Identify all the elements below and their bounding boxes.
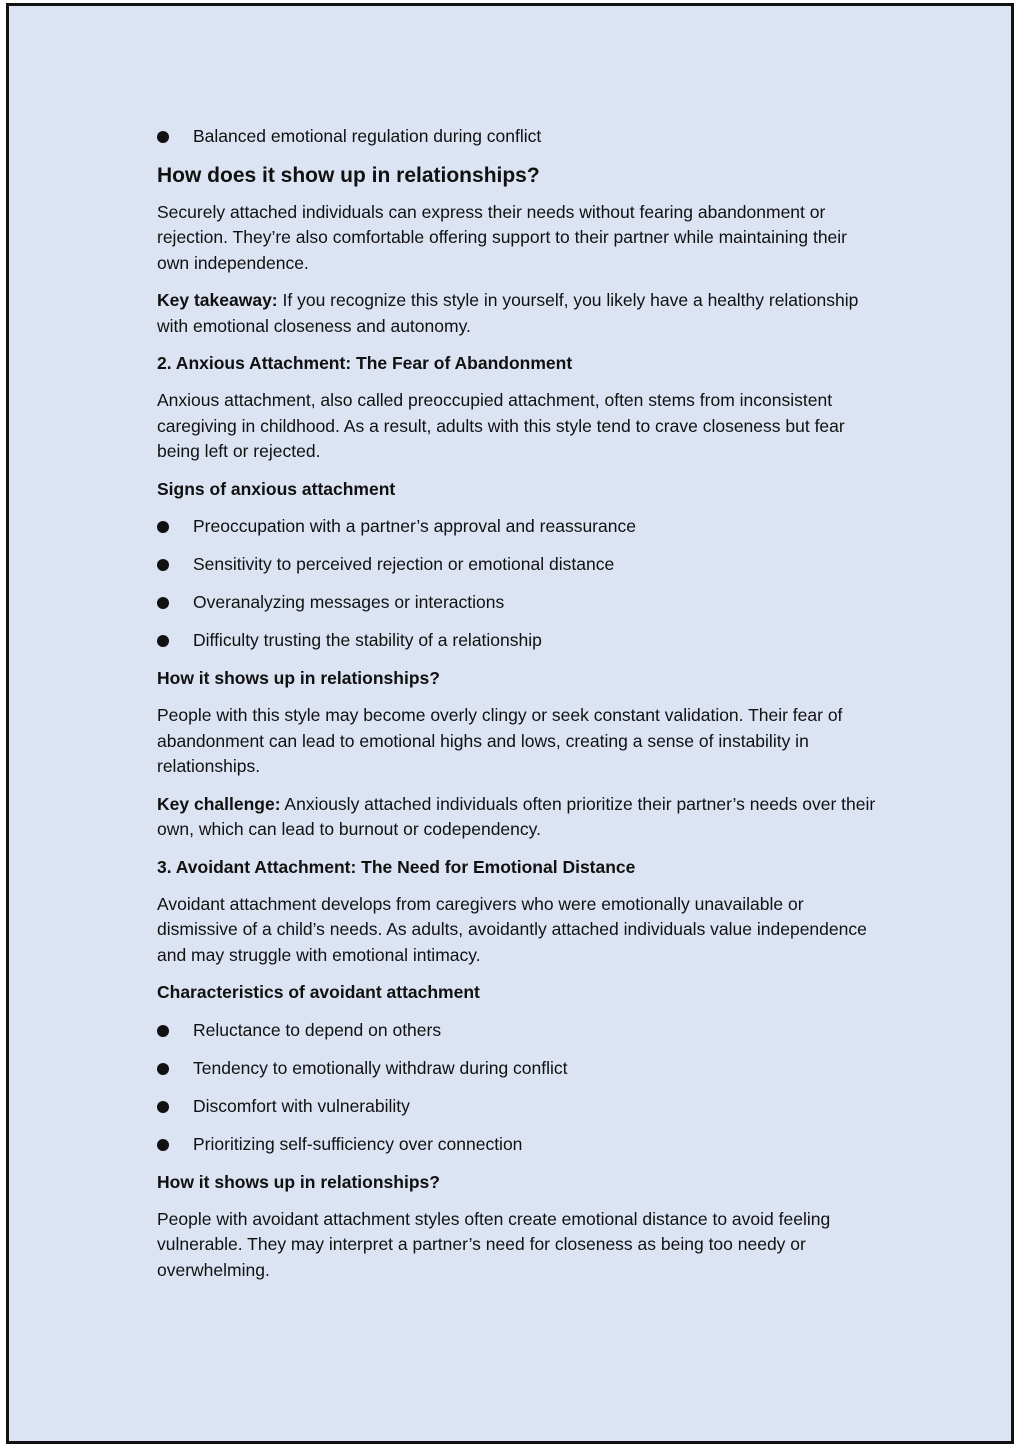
list-item-text: Overanalyzing messages or interactions [193,592,505,613]
avoidant-relationships-heading: How it shows up in relationships? [157,1171,440,1192]
bullet-icon [157,131,169,143]
list-item-text: Preoccupation with a partner’s approval and reassurance [193,516,636,537]
list-item-text: Prioritizing self-sufficiency over connection [193,1133,523,1154]
list-item [157,514,877,539]
anxious-key-challenge [157,792,877,843]
avoidant-attachment-heading: 3. Avoidant Attachment: The Need for Emotional Distance [157,856,636,877]
list-item [157,628,877,653]
key-challenge-label: Key challenge: [157,793,281,814]
list-item [157,1132,877,1157]
list-item [157,1056,877,1081]
intro-bullet-list [157,124,877,149]
list-item-text: Sensitivity to perceived rejection or emotional distance [193,554,615,575]
secure-relationships-heading: How does it show up in relationships? [157,164,540,187]
avoidant-characteristics-heading: Characteristics of avoidant attachment [157,982,480,1003]
key-takeaway-text: If you recognize this style in yourself, you likely have a healthy relationship with emotional closeness and autonomy. [157,290,859,336]
anxious-relationships-heading: How it shows up in relationships? [157,668,440,689]
anxious-attachment-intro: Anxious attachment, also called preoccupied attachment, often stems from inconsistent caregiving in childhood. As a result, adults with this style tend to crave closeness but fear being left or rejected. [157,390,845,462]
list-item-text: Tendency to emotionally withdraw during conflict [193,1057,568,1078]
list-item [157,124,877,149]
list-item [157,552,877,577]
anxious-relationships-body: People with this style may become overly clingy or seek constant validation. Their fear of abandonment can lead to emotional highs and lows, creating a sense of instability in relationships. [157,705,843,777]
avoidant-characteristics-list [157,1018,877,1157]
list-item [157,590,877,615]
bullet-icon [157,1063,169,1075]
secure-key-takeaway [157,288,877,339]
page-content [157,124,877,1295]
key-challenge-text: Anxiously attached individuals often prioritize their partner’s needs over their own, which can lead to burnout or codependency. [157,793,876,840]
bullet-icon [157,1101,169,1113]
bullet-icon [157,1025,169,1037]
list-item-text: Balanced emotional regulation during conflict [193,126,542,146]
bullet-icon [157,597,169,609]
list-item-text: Reluctance to depend on others [193,1019,442,1040]
anxious-signs-list [157,514,877,653]
bullet-icon [157,559,169,571]
avoidant-attachment-intro: Avoidant attachment develops from caregivers who were emotionally unavailable or dismissive of a child’s needs. As adults, avoidantly attached individuals value independence and may struggle with emotional intimacy. [157,893,867,965]
bullet-icon [157,521,169,533]
document-page [6,3,1014,1444]
key-takeaway-label: Key takeaway: [157,290,278,311]
anxious-signs-heading: Signs of anxious attachment [157,478,396,499]
secure-relationships-body: Securely attached individuals can express their needs without fearing abandonment or rejection. They’re also comfortable offering support to their partner while maintaining their own independence. [157,202,847,273]
avoidant-relationships-body: People with avoidant attachment styles often create emotional distance to avoid feeling vulnerable. They may interpret a partner’s need for closeness as being too needy or overwhelming. [157,1208,831,1280]
bullet-icon [157,635,169,647]
list-item-text: Difficulty trusting the stability of a relationship [193,630,542,651]
bullet-icon [157,1139,169,1151]
list-item [157,1094,877,1119]
list-item [157,1018,877,1043]
list-item-text: Discomfort with vulnerability [193,1095,410,1116]
anxious-attachment-heading: 2. Anxious Attachment: The Fear of Abandonment [157,353,573,374]
